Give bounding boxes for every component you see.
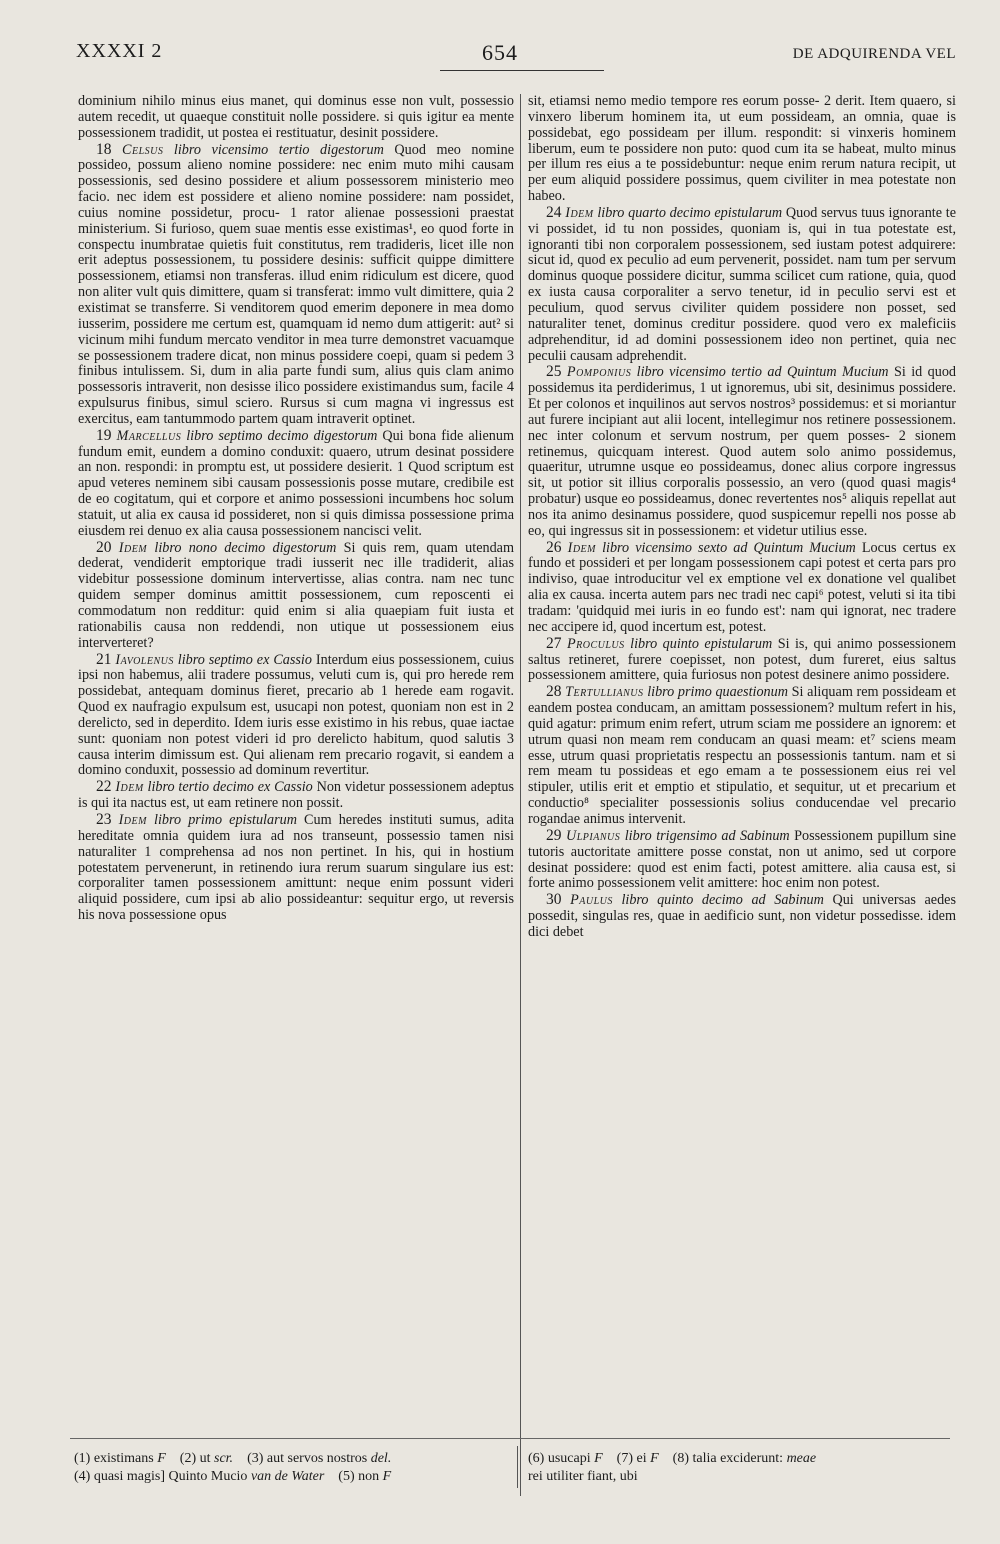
paragraph-text: Si quis rem, quam utendam dederat, vendiderit emptorique tradi iusserit nec ille tradiderit, alias videbitur possessione dominum intervertisse, alias contra. nam nec tunc quidem semper dominus amittit possessionem, cum reposcenti ei commodatum non redditur: quid enim si alia quaepiam fuit iusta et rationabilis causa non reddendi, non utique ut possessionem eius interverteret?	[78, 539, 515, 651]
left-text-column	[78, 94, 514, 924]
source-citation: libro primo epistularum	[154, 811, 297, 828]
section-number: 22	[96, 778, 112, 796]
footnotes-left-line-2	[74, 1469, 391, 1485]
footnote-text: ei	[636, 1451, 647, 1466]
jurist-name: Pomponius	[566, 364, 632, 381]
section-number: 26	[546, 538, 562, 556]
paragraph-text: dominium nihilo minus eius manet, qui dominus esse non vult, possessio autem recedit, ut quaeque constituit nolle possidere. si quis igitur ea mente possessionem tradidit, ut postea ei restituatur, desinit possidere.	[78, 93, 514, 141]
section-paragraph	[78, 540, 514, 652]
column-divider	[520, 94, 521, 1496]
jurist-name: Tertullianus	[565, 684, 644, 701]
footnote-mark: (3)	[247, 1451, 264, 1466]
section-number: 24	[546, 203, 562, 221]
section-paragraph	[528, 684, 956, 828]
jurist-name: Ulpianus	[565, 827, 621, 844]
paragraph-text: Si id quod possidemus ita perdiderimus, 1 ut ignoremus, ubi sit, desinimus possidere. Et per colonos et inquilinos aut servos nostros³ possidemus: et si moriantur aut furere incipiant aut alii locent, intellegimur nos retinere possessionem. nec inter colonum et servum nostrum, per quem posses- 2 sionem retinemus, quicquam interest. Quod autem solo animo possidemus, quaeritur, utrumne usque eo possideamus, donec alius corpore ingressus sit, ut potior sit illius corporalis possessio, an vero (quod quasi magis⁴ probatur) usque eo possideamus, donec revertentes nos⁵ aliquis repellat aut nos ita animo desinamus possidere, quod suspicemur repelli nos posse ab eo, qui ingressus sit in possessionem: et videtur utilius esse.	[528, 364, 957, 539]
section-number: 29	[546, 826, 562, 844]
jurist-name: Idem	[118, 539, 148, 556]
footnote-text: usucapi	[547, 1451, 591, 1466]
footnote-mark: (1)	[74, 1451, 91, 1466]
section-paragraph	[528, 540, 956, 636]
footnote-text: quasi magis] Quinto Mucio	[93, 1469, 248, 1484]
jurist-name: Proculus	[566, 635, 625, 652]
footnote-rule	[70, 1438, 950, 1439]
section-number: 28	[546, 683, 562, 701]
source-citation: libro vicensimo tertio digestorum	[173, 141, 384, 158]
footnote-text: existimans	[93, 1451, 154, 1466]
footnote-siglum: F	[157, 1451, 166, 1466]
paragraph-text: Quod servus tuus ignorante te vi possidet, id tu non possides, quoniam is, qui in tua potestate est, ignoranti tibi non corporalem possessionem, sed iustam potest adquirere: sicut id, quod ex peculio ad eum pervenerit, possidet. nam tum per servum dominus quoque possidere dicitur, summa scilicet cum ratione, quia, quod ex iusta causa corporaliter a servo tenetur, id in peculio servi est et peculium, quod servus civiliter quidem possidere non posset, sed naturaliter tenet, dominus creditur possidere. quod vero ex maleficiis adprehenditur, id ad domini possessionem ideo non pertinet, quia nec peculii causam adprehendit.	[528, 204, 956, 364]
footnote-siglum: scr.	[214, 1451, 234, 1466]
paragraph-text: Possessionem pupillum sine tutoris auctoritate amittere posse constat, non ut animo, sed ut corpore desinat possidere: quod est enim facti, potest amittere. alia causa est, si forte animo possessionem velit amittere: hoc enim non potest.	[528, 827, 957, 892]
footnote-divider	[517, 1446, 518, 1488]
source-citation: libro vicensimo sexto ad Quintum Mucium	[602, 539, 856, 556]
footnote-text: aut servos nostros	[266, 1451, 368, 1466]
footnote-mark: (7)	[616, 1451, 633, 1466]
source-citation: libro vicensimo tertio ad Quintum Mucium	[636, 364, 889, 381]
source-citation: libro primo quaestionum	[647, 684, 788, 701]
paragraph-text: Si aliquam rem possideam et eandem postea conducam, an amittam possessionem? multum refert in his, quid agatur: primum enim refert, utrum sciam me possidere an ignorem: et utrum quasi non meam rem conducam an quasi meam: et⁷ sciens meam esse, utrum quasi proprietatis respectu an possessionis tantum. nam et si rem meam tu possideas et ego emam a te possessionem eius rei vel stipuler, utilis erit et emptio et stipulatio, et sequitur, ut et precarium et conductio⁸ specialiter possessionis solius conducendae vel precario rogandae animus intervenit.	[528, 684, 957, 827]
footnote-mark: (6)	[528, 1451, 545, 1466]
jurist-name: Marcellus	[116, 427, 182, 444]
section-number: 25	[546, 363, 562, 381]
section-paragraph	[78, 142, 514, 428]
jurist-name: Idem	[567, 539, 596, 556]
paragraph-text: Si is, qui animo possessionem saltus retineret, furere coepisset, non potest, dum fureret, eius saltus possessionem amittere, quia furiosus non potest desinere animo possidere.	[528, 635, 957, 684]
continuation-paragraph	[78, 94, 514, 142]
footnote-siglum: meae	[786, 1451, 817, 1466]
running-head-left: XXXXI 2	[76, 40, 163, 62]
footnote-mark: (2)	[179, 1451, 197, 1466]
jurist-name: Idem	[118, 811, 147, 828]
section-paragraph	[528, 636, 956, 685]
section-number: 30	[546, 891, 562, 909]
footnote-mark: (8)	[672, 1451, 689, 1466]
section-number: 20	[96, 538, 112, 556]
footnote-text: rei utiliter fiant, ubi	[528, 1469, 638, 1484]
footnote-siglum: F	[594, 1451, 603, 1466]
section-paragraph	[78, 812, 514, 924]
section-number: 27	[546, 634, 562, 652]
section-number: 19	[96, 426, 112, 444]
footnote-text: talia exciderunt:	[692, 1451, 784, 1466]
jurist-name: Idem	[565, 204, 594, 221]
footnotes-left-line-1	[74, 1451, 391, 1467]
paragraph-text: Qui universas aedes possedit, singulas res, quae in aedificio sunt, non videtur possedisse. idem dici debet	[528, 892, 956, 940]
source-citation: libro quinto decimo ad Sabinum	[621, 892, 824, 909]
section-paragraph	[528, 205, 956, 364]
footnote-mark: (4)	[74, 1469, 91, 1484]
source-citation: libro nono decimo digestorum	[154, 539, 337, 556]
jurist-name: Iavolenus	[115, 651, 174, 668]
footnote-text: ut	[199, 1451, 211, 1466]
paragraph-text: Cum heredes instituti sumus, adita hereditate omnia quidem iura ad nos transeunt, possessio tamen nisi naturaliter 1 comprehensa ad nos non pertinet. In his, qui in hostium potestatem pervenerunt, in retinendo iura rerum suarum singulare ius est: corporaliter tamen possessionem amittunt: neque enim possunt videri aliquid possidere, cum ipsi ab alio possideantur: sequitur ergo, ut reversis his nova possessione opus	[78, 811, 514, 924]
source-citation: libro trigensimo ad Sabinum	[624, 827, 790, 844]
source-citation: libro quarto decimo epistularum	[597, 204, 783, 221]
section-paragraph	[528, 892, 956, 941]
source-citation: libro septimo decimo digestorum	[186, 427, 378, 444]
paragraph-text: Quod meo nomine possideo, possum alieno nomine possidere: nec enim muto mihi causam possessionis, sed desino possidere et alium possessorem ministerio meo facio. nec idem est possidere et alieno nomine possidere: nam possidet, cuius nomine possidetur, procu- 1 rator alienae possessioni praestat ministerium. Si furioso, quem suae mentis esse existimas¹, eo quod forte in conspectu inumbratae quietis fuit constitutus, rem tradideris, licet ille non erit adeptus possessionem, tu possidere desinis: sufficit quippe dimittere possessionem, etiamsi non transferas. illud enim ridiculum est dicere, quod non aliter vult quis dimittere, quam si transferat: immo vult dimittere, quia 2 existimat se transferre. Si venditorem quod emerim deponere in mea domo iusserim, possidere me certum est, quamquam id nemo dum attigerit: aut² si vicinum mihi fundum mercato venditor in mea turre demonstret vacuamque se possessionem tradere dicat, non minus possidere coepi, quam si pedem 3 finibus intulissem. Si, dum in alia parte fundi sum, alius quis clam animo possessoris intraverit, non desisse ilico possidere existimandus sum, facile 4 expulsurus finibus, simul sciero. Rursus si cum magna vi ingressus est exercitus, eam tantummodo partem quam intraverit optinet.	[78, 141, 514, 427]
section-paragraph	[528, 364, 956, 539]
source-citation: libro septimo ex Cassio	[177, 651, 312, 668]
section-paragraph	[78, 652, 514, 780]
footnote-siglum: van de Water	[250, 1469, 325, 1484]
paragraph-text: Interdum eius possessionem, cuius ipsi non habemus, alii tradere possumus, veluti cum is, qui pro herede rem possidebat, antequam dominus fieret, precario ab 1 herede eam rogavit. Quod ex naufragio expulsum est, usucapi non potest, quoniam non est in 2 derelicto, sed in deperdito. Idem iuris esse existimo in his rebus, quae iactae sunt: quoniam non potest videri id pro derelicto habitum, quod salutis 3 causa interim dimissum est. Qui alienam rem precario rogavit, si eandem a domino conduxit, possessio ad dominum revertitur.	[78, 651, 515, 779]
jurist-name: Paulus	[570, 892, 613, 909]
source-citation: libro quinto epistularum	[630, 635, 773, 652]
section-number: 18	[96, 140, 112, 158]
footnote-siglum: F	[650, 1451, 659, 1466]
footnote-text: non	[358, 1469, 380, 1484]
running-head-right: DE ADQUIRENDA VEL	[792, 46, 956, 62]
paragraph-text: Locus certus ex fundo et possideri et per longam possessionem capi potest et certa pars pro indiviso, quae introducitur vel ex emptione vel ex donatione vel qualibet alia ex causa. incerta autem pars nec tradi nec capi⁶ potest, veluti si ita tibi tradam: 'quidquid mei iuris in eo fundo est': nam qui ignorat, nec tradere nec accipere id, quod incertum est, potest.	[528, 539, 957, 635]
right-text-column	[528, 94, 956, 941]
section-paragraph	[78, 428, 514, 540]
footnote-mark: (5)	[338, 1469, 355, 1484]
footnote-siglum: F	[382, 1469, 392, 1484]
paragraph-text: Qui bona fide alienum fundum emit, eundem a domino conduxit: quaero, utrum desinat possidere an non. respondi: in promptu est, ut possidere desierit. 1 Quod scriptum est apud veteres neminem sibi causam possessionis posse mutare, credibile est de eo cogitatum, qui et corpore et animo possessioni incumbens hoc solum statuit, ut alia ex causa id possideret, non si quis dimissa possessione prima eiusdem rei denuo ex alia causa possessionem nancisci velit.	[78, 427, 515, 539]
paragraph-text: sit, etiamsi nemo medio tempore res eorum posse- 2 derit. Item quaero, si vinxero liberum hominem ita, ut eum possideam, an omnia, quae is possidebat, ego possideam per illum. respondit: si vinxeris hominem liberum, eum te possidere non puto: quod cum ita se habeat, multo minus per illum res eius a te possidebuntur: neque enim rerum natura recipit, ut per eum aliquid possidere possimus, quem civiliter in mea potestate non habeo.	[528, 93, 956, 205]
continuation-paragraph	[528, 94, 956, 205]
footnotes-right-line-2	[528, 1469, 638, 1485]
page-number: 654	[482, 40, 518, 65]
footnote-siglum: del.	[370, 1451, 392, 1466]
jurist-name: Celsus	[122, 141, 164, 158]
section-number: 21	[96, 650, 112, 668]
footnotes-right-line-1	[528, 1451, 816, 1467]
jurist-name: Idem	[115, 779, 144, 796]
section-paragraph	[528, 828, 956, 892]
section-number: 23	[96, 810, 112, 828]
section-paragraph	[78, 779, 514, 812]
header-rule	[440, 70, 604, 71]
paragraph-text: Non videtur possessionem adeptus is qui ita nactus est, ut eam retinere non possit.	[78, 779, 514, 812]
source-citation: libro tertio decimo ex Cassio	[147, 779, 313, 796]
